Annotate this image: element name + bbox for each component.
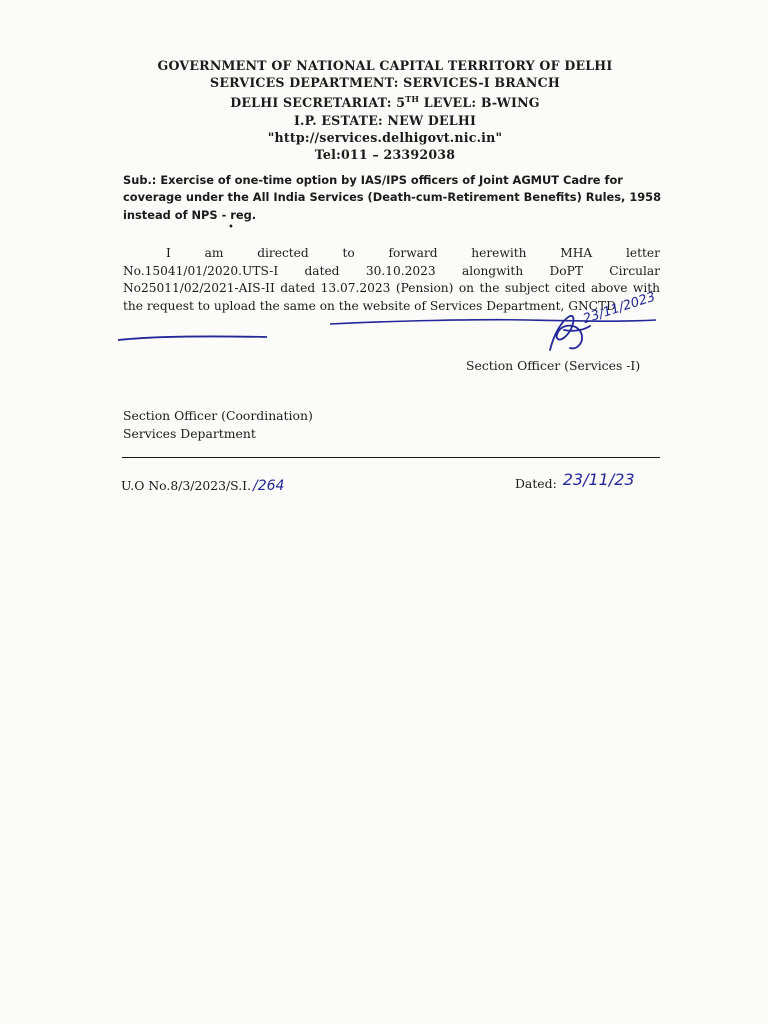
body-text: No.15041/01/2020.UTS-I dated 30.10.2023 alongwith DoPT Circular No25011/02/2021-AIS-II dated 13.07.2023 (Pension) on the subject cited above with the request to upload the same on the website of Services Department, GNCTD — [123, 263, 660, 313]
horizontal-rule — [122, 457, 660, 458]
pen-stroke-left — [115, 332, 270, 344]
uo-handwritten-number: /264 — [253, 478, 285, 494]
letterhead-line-1: GOVERNMENT OF NATIONAL CAPITAL TERRITORY OF DELHI — [157, 58, 613, 73]
body-paragraph — [123, 245, 660, 315]
dated-field — [515, 470, 635, 492]
addressee — [123, 407, 313, 443]
letterhead-line-4: I.P. ESTATE: NEW DELHI — [293, 112, 477, 128]
body-first-line: I am directed to forward herewith MHA letter — [166, 246, 660, 260]
subject-line: Sub.: Exercise of one-time option by IAS/IPS officers of Joint AGMUT Cadre for coverage under the All India Services (Death-cum-Retirement Benefits) Rules, 1958 instead of NPS - reg. — [123, 173, 662, 222]
letterhead-telephone: Tel:011 – 23392038 — [314, 147, 456, 163]
signature-date: 23/11/2023 — [581, 289, 658, 327]
letterhead-line-2: SERVICES DEPARTMENT: SERVICES-I BRANCH — [210, 75, 560, 91]
letterhead-line-3: DELHI SECRETARIAT: 5TH LEVEL: B-WING — [230, 94, 540, 111]
uo-number — [121, 478, 284, 494]
letterhead-website: "http://services.delhigovt.nic.in" — [267, 130, 503, 145]
dated-handwritten-value: 23/11/23 — [562, 470, 635, 489]
uo-label: U.O No.8/3/2023/S.I. — [121, 478, 252, 493]
letterhead — [120, 57, 650, 163]
signatory-designation: Section Officer (Services -I) — [466, 358, 641, 373]
stray-dot: • — [228, 222, 234, 233]
addressee-line-2: Services Department — [123, 426, 256, 441]
addressee-line-1: Section Officer (Coordination) — [123, 408, 313, 423]
dated-label: Dated: — [515, 476, 557, 491]
